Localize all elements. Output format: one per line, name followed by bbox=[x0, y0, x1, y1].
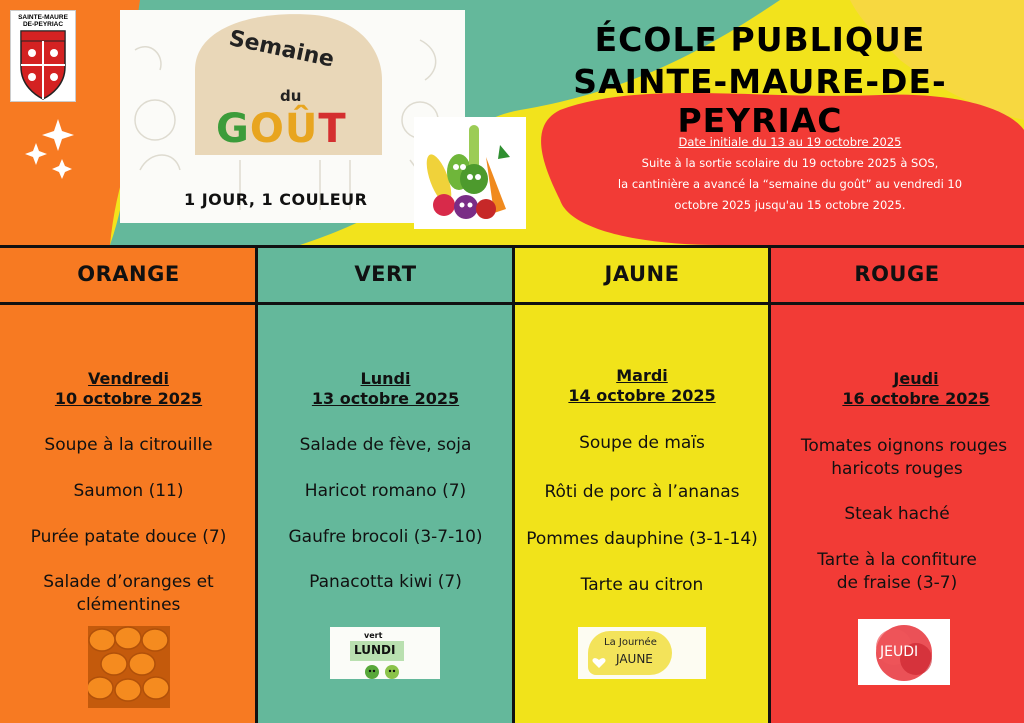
dish-item: Soupe de maïs bbox=[579, 433, 705, 453]
logo-line2: DE-PEYRIAC bbox=[22, 21, 64, 28]
column-divider bbox=[512, 245, 515, 723]
dish-item: haricots rouges bbox=[831, 459, 963, 479]
dish-item: Purée patate douce (7) bbox=[30, 527, 227, 547]
dish-item: Tarte au citron bbox=[580, 575, 704, 595]
dish-item: Pommes dauphine (3-1-14) bbox=[526, 529, 758, 549]
notice-line2: Suite à la sortie scolaire du 19 octobre 2025 à SOS, bbox=[641, 156, 939, 170]
column-head-vert: VERT bbox=[257, 245, 514, 305]
day-date: 10 octobre 2025 bbox=[54, 389, 203, 408]
gout-letter-3: Û bbox=[284, 106, 319, 152]
column-orange bbox=[0, 245, 257, 723]
dish-item: de fraise (3-7) bbox=[836, 573, 958, 593]
dish-item: Gaufre brocoli (3-7-10) bbox=[288, 527, 483, 547]
date-change-notice bbox=[590, 132, 990, 216]
day-name: Lundi bbox=[360, 369, 411, 388]
day-heading-jaune bbox=[514, 366, 770, 406]
day-name: Jeudi bbox=[893, 369, 939, 388]
dish-item: Steak haché bbox=[844, 504, 950, 524]
dish-item: Salade de fève, soja bbox=[299, 435, 472, 455]
dish-item: Soupe à la citrouille bbox=[44, 435, 213, 455]
dish-item: Tomates oignons rouges bbox=[800, 436, 1008, 456]
day-heading-rouge bbox=[789, 369, 1024, 409]
card-small-label: vert bbox=[364, 631, 383, 640]
day-date: 14 octobre 2025 bbox=[568, 386, 716, 405]
jeudi-rouge-card bbox=[858, 619, 950, 685]
notice-line4: octobre 2025 jusqu'au 15 octobre 2025. bbox=[674, 198, 906, 212]
heart-icon bbox=[592, 657, 606, 669]
day-name: Vendredi bbox=[88, 369, 169, 388]
day-date: 13 octobre 2025 bbox=[311, 389, 460, 408]
dish-item: clémentines bbox=[76, 595, 181, 615]
column-vert bbox=[257, 245, 514, 723]
column-divider bbox=[768, 245, 771, 723]
column-head-orange: ORANGE bbox=[0, 245, 257, 305]
column-jaune bbox=[514, 245, 770, 723]
notice-line1: Date initiale du 13 au 19 octobre 2025 bbox=[678, 135, 902, 149]
column-divider bbox=[255, 245, 258, 723]
card-big-label: LUNDI bbox=[354, 643, 396, 657]
gout-letter-1: G bbox=[216, 106, 250, 152]
school-logo bbox=[10, 10, 76, 102]
day-heading-vert bbox=[257, 369, 514, 409]
card-label: JEUDI bbox=[880, 644, 919, 660]
dish-item: Tarte à la confiture bbox=[817, 550, 977, 570]
dish-item: Haricot romano (7) bbox=[304, 481, 467, 501]
card-line1: La Journée bbox=[604, 637, 657, 648]
pumpkins-image-icon bbox=[88, 626, 170, 708]
coat-of-arms-icon bbox=[11, 27, 75, 103]
banner-title-du: du bbox=[280, 87, 302, 105]
dish-item: Saumon (11) bbox=[73, 481, 184, 501]
lundi-vert-card bbox=[330, 627, 440, 679]
gout-letter-4: T bbox=[318, 106, 347, 152]
sparkle-icon bbox=[22, 115, 82, 185]
veggies-icon bbox=[362, 663, 406, 679]
column-head-rouge: ROUGE bbox=[770, 245, 1024, 305]
day-name: Mardi bbox=[616, 366, 668, 385]
dish-item: Panacotta kiwi (7) bbox=[309, 572, 462, 592]
dish-item: Rôti de porc à l’ananas bbox=[544, 482, 740, 502]
banner-title-gout bbox=[216, 106, 347, 152]
school-title-line1: ÉCOLE PUBLIQUE bbox=[594, 20, 926, 59]
card-line2: JAUNE bbox=[616, 652, 653, 666]
dish-item: Salade d’oranges et bbox=[43, 572, 214, 592]
journee-jaune-card bbox=[578, 627, 706, 679]
school-title-line2: SAINTE-MAURE-DE-PEYRIAC bbox=[573, 62, 947, 140]
header bbox=[0, 0, 1024, 245]
day-date: 16 octobre 2025 bbox=[842, 389, 990, 408]
logo-line1: SAINTE-MAURE bbox=[18, 14, 68, 21]
notice-line3: la cantinière a avancé la “semaine du goût” au vendredi 10 bbox=[617, 177, 963, 191]
gout-letter-2: O bbox=[249, 106, 285, 152]
column-rouge bbox=[770, 245, 1024, 723]
day-heading-orange bbox=[0, 369, 257, 409]
column-head-jaune: JAUNE bbox=[514, 245, 770, 305]
banner-subtitle: 1 JOUR, 1 COULEUR bbox=[184, 190, 368, 209]
banner-title-semaine: Semaine bbox=[226, 26, 337, 73]
